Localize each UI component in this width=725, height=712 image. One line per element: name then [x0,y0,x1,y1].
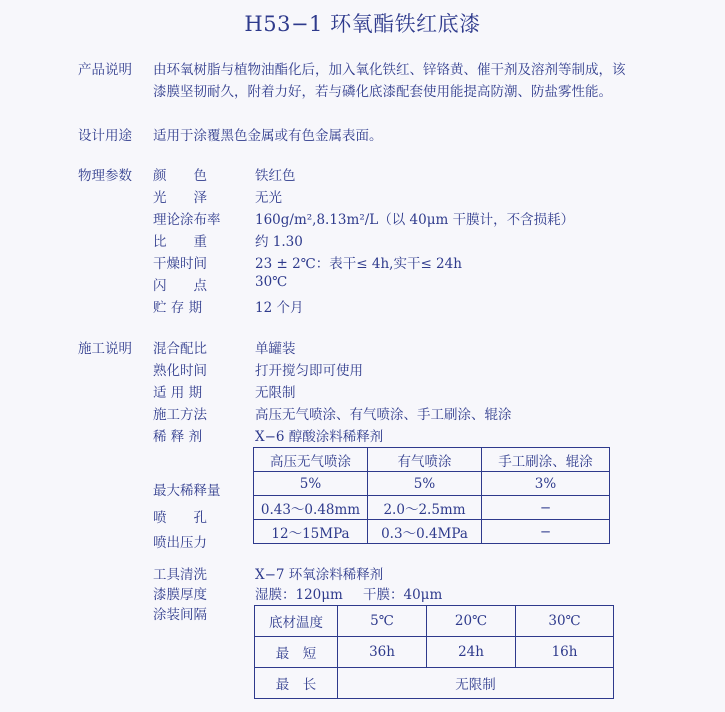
cleaning-label: 工具清洗 [153,567,207,583]
table-header-cell: 底材温度 [255,606,338,637]
table-header-cell: 有气喷涂 [368,448,482,472]
application-value: 高压无气喷涂、有气喷涂、手工刷涂、辊涂 [255,407,512,423]
design-purpose-text: 适用于涂覆黑色金属或有色金属表面。 [153,128,383,144]
table-row [255,606,614,637]
section-heading-physical: 物理参数 [78,168,132,184]
application-value: 单罐装 [255,341,296,357]
param-value: 铁红色 [255,168,296,184]
table-cell: 5% [368,472,482,496]
table-row [254,448,610,472]
table-cell: 无限制 [338,668,614,699]
table-cell: 最 短 [255,637,338,668]
param-label: 贮 存 期 [153,300,203,316]
table-cell: 2.0～2.5mm [368,496,482,520]
param-value: 30℃ [255,274,288,290]
page-title: H53−1 环氧酯铁红底漆 [244,12,481,36]
application-label: 熟化时间 [153,363,207,379]
spray-row-label: 喷 孔 [153,510,207,526]
spray-row-label: 喷出压力 [153,535,207,551]
dry-film-value: 干膜：40μm [363,587,443,603]
param-label: 比 重 [153,234,207,250]
table-row [255,637,614,668]
param-label: 闪 点 [153,278,207,294]
application-label: 稀 释 剂 [153,429,203,445]
table-cell: − [482,496,610,520]
thickness-label: 漆膜厚度 [153,587,207,603]
param-value: 约 1.30 [255,234,303,250]
interval-label: 涂装间隔 [153,607,207,623]
section-heading-design: 设计用途 [78,128,132,144]
param-label: 光 泽 [153,190,207,206]
table-header-cell: 高压无气喷涂 [254,448,368,472]
cleaning-value: X−7 环氧涂料稀释剂 [255,567,384,583]
application-value: X−6 醇酸涂料稀释剂 [255,429,384,445]
table-cell: 最 长 [255,668,338,699]
param-label: 干燥时间 [153,256,207,272]
table-row [254,496,610,520]
table-cell: 12～15MPa [254,520,368,544]
param-value: 160g/m²,8.13m²/L（以 40μm 干膜计，不含损耗） [255,212,575,228]
application-value: 无限制 [255,385,296,401]
table-cell: − [482,520,610,544]
table-cell: 0.43～0.48mm [254,496,368,520]
table-header-cell: 5℃ [338,606,427,637]
application-label: 施工方法 [153,407,207,423]
param-value: 23 ± 2℃：表干≤ 4h,实干≤ 24h [255,256,462,272]
param-label: 颜 色 [153,168,207,184]
param-value: 无光 [255,190,282,206]
product-description-line-1: 由环氧树脂与植物油酯化后，加入氧化铁红、锌铬黄、催干剂及溶剂等制成，该 [153,62,626,78]
spray-row-label: 最大稀释量 [153,483,221,499]
table-cell: 24h [427,637,516,668]
section-heading-product: 产品说明 [78,62,132,78]
table-row [254,520,610,544]
application-value: 打开搅匀即可使用 [255,363,363,379]
param-label: 理论涂布率 [153,212,221,228]
table-row [254,472,610,496]
table-cell: 5% [254,472,368,496]
table-row [255,668,614,699]
product-description-line-2: 漆膜坚韧耐久，附着力好，若与磷化底漆配套使用能提高防潮、防盐雾性能。 [153,84,612,100]
spray-parameters-table [253,447,610,544]
table-header-cell: 20℃ [427,606,516,637]
table-cell: 3% [482,472,610,496]
table-header-cell: 手工刷涂、辊涂 [482,448,610,472]
application-label: 混合配比 [153,341,207,357]
table-header-cell: 30℃ [516,606,614,637]
recoat-interval-table [254,605,614,699]
table-cell: 0.3～0.4MPa [368,520,482,544]
table-cell: 36h [338,637,427,668]
wet-film-value: 湿膜：120μm [255,587,343,603]
section-heading-application: 施工说明 [78,341,132,357]
table-cell: 16h [516,637,614,668]
param-value: 12 个月 [255,300,304,316]
application-label: 适 用 期 [153,385,203,401]
